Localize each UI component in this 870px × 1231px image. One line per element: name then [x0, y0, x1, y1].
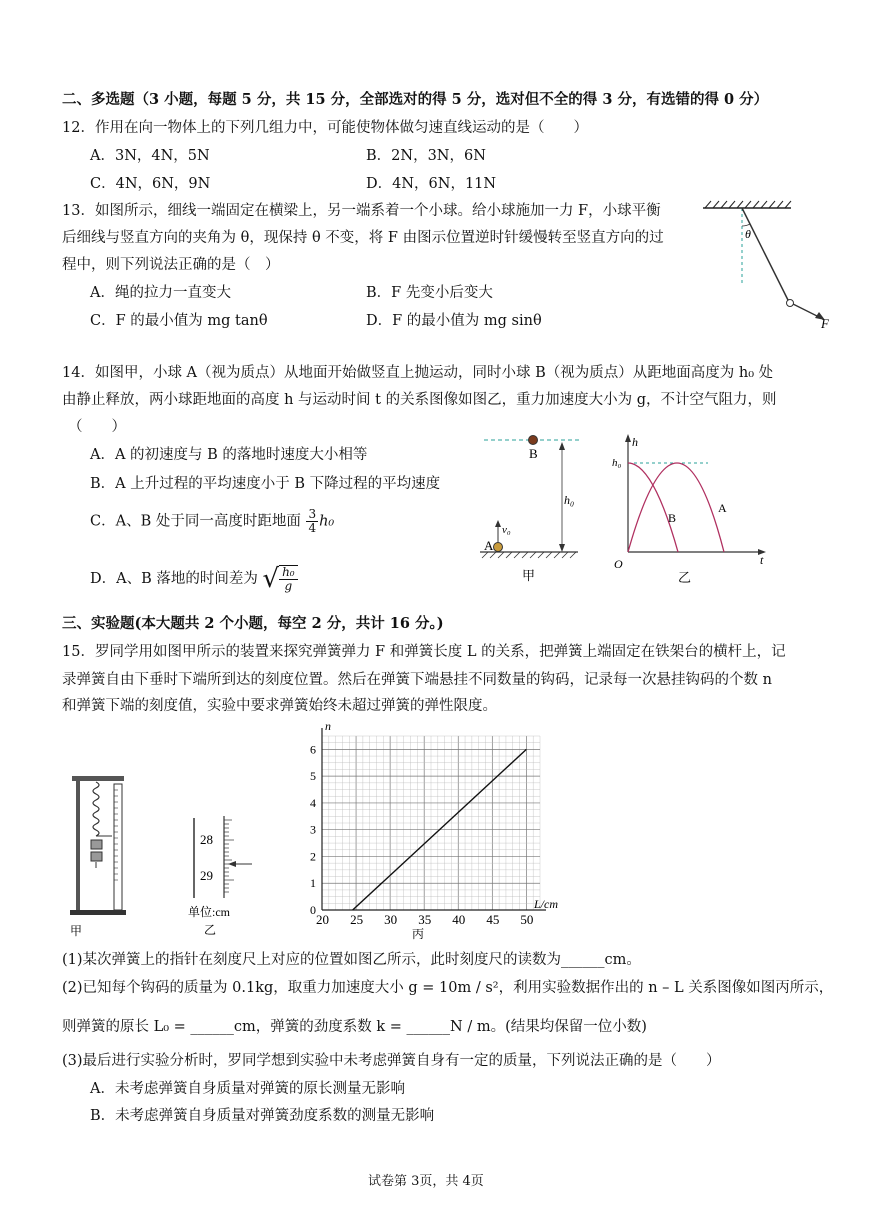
chart-caption: 丙	[412, 927, 425, 941]
q13-line-2: 后细线与竖直方向的夹角为 θ，现保持 θ 不变，将 F 由图示位置逆时针缓慢转至竖直方向的过	[62, 230, 664, 246]
q12-option-c: C．4N，6N，9N	[90, 176, 211, 192]
svg-text:29: 29	[200, 868, 213, 883]
q15-nl-chart	[300, 718, 570, 944]
q14-option-a: A．A 的初速度与 B 的落地时速度大小相等	[90, 447, 368, 463]
svg-text:乙: 乙	[204, 923, 217, 937]
svg-text:h₀: h₀	[612, 457, 622, 469]
svg-text:h₀: h₀	[564, 493, 575, 507]
q15-line-2: 录弹簧自由下垂时下端所到达的刻度位置。然后在弹簧下端悬挂不同数量的钩码，记录每一次悬挂钩码的个数 n	[62, 672, 772, 688]
x-tick-label: 45	[486, 912, 500, 927]
q12-option-b: B．2N，3N，6N	[366, 148, 486, 164]
x-tick-label: 30	[384, 912, 398, 927]
q13-line-3: 程中，则下列说法正确的是（ ）	[62, 257, 280, 273]
q15-part-2-line-1: (2)已知每个钩码的质量为 0.1kg，取重力加速度大小 g = 10m / s²，利用实验数据作出的 n – L 关系图像如图丙所示，	[62, 980, 834, 996]
page-footer: 试卷第 3页，共 4页	[368, 1174, 484, 1189]
y-tick-label: 4	[310, 795, 316, 810]
q14-figure-yi	[608, 430, 773, 590]
q15-ruler-figure	[180, 812, 260, 938]
x-tick-label: 50	[520, 912, 534, 927]
q13-option-a: A．绳的拉力一直变大	[90, 285, 231, 301]
svg-text:O: O	[614, 557, 623, 571]
y-tick-label: 5	[310, 769, 316, 784]
svg-text:A: A	[718, 501, 727, 515]
chart-grid	[322, 736, 540, 910]
svg-text:B: B	[668, 511, 677, 525]
q14-figure-jia	[478, 430, 588, 585]
q14-option-c: C．A、B 处于同一高度时距地面 $\frac{3}{4}$ h₀	[90, 507, 335, 535]
y-tick-label: 1	[310, 876, 316, 891]
q12-stem: 12．作用在向一物体上的下列几组力中，可能使物体做匀速直线运动的是（ ）	[62, 120, 588, 136]
q13-option-d: D．F 的最小值为 mg sinθ	[366, 313, 542, 329]
q14-line-1: 14．如图甲，小球 A（视为质点）从地面开始做竖直上抛运动，同时小球 B（视为质点）从距地面高度为 h₀ 处	[62, 365, 774, 381]
y-tick-label: 6	[310, 742, 316, 757]
section-2-heading: 二、多选题（3 小题，每题 5 分，共 15 分，全部选对的得 5 分，选对但不全的得 3 分，有选错的得 0 分）	[62, 91, 769, 108]
force-f-label: F	[821, 316, 829, 331]
q15-part-3: (3)最后进行实验分析时，罗同学想到实验中未考虑弹簧自身有一定的质量，下列说法正确的是（ ）	[62, 1053, 721, 1069]
x-axis-label: L/cm	[534, 897, 558, 911]
x-tick-label: 40	[452, 912, 466, 927]
svg-text:h: h	[632, 435, 638, 449]
q13-option-c: C．F 的最小值为 mg tanθ	[90, 313, 268, 329]
section-3-heading: 三、实验题(本大题共 2 个小题，每空 2 分，共计 16 分。)	[62, 615, 444, 632]
svg-text:甲: 甲	[70, 924, 83, 938]
fraction-numerator: 3	[308, 507, 317, 521]
q15-line-1: 15．罗同学用如图甲所示的装置来探究弹簧弹力 F 和弹簧长度 L 的关系，把弹簧上端固定在铁架台的横杆上，记	[62, 644, 786, 660]
svg-text:乙: 乙	[678, 570, 692, 585]
q15-apparatus-figure	[62, 770, 142, 940]
q15-line-3: 和弹簧下端的刻度值，实验中要求弹簧始终未超过弹簧的弹性限度。	[62, 698, 497, 714]
q15-part-2-line-2: 则弹簧的原长 L₀ = ______cm，弹簧的劲度系数 k = ______N / m。(结果均保留一位小数)	[62, 1019, 647, 1035]
svg-text:甲: 甲	[522, 568, 536, 583]
svg-text:t: t	[760, 553, 764, 567]
q14-line-3: （ ）	[68, 419, 126, 435]
x-tick-label: 25	[350, 912, 364, 927]
q15-part-1: (1)某次弹簧上的指针在刻度尺上对应的位置如图乙所示，此时刻度尺的读数为______cm。	[62, 952, 641, 968]
y-tick-label: 2	[310, 849, 316, 864]
q15-part-3-option-b: B．未考虑弹簧自身质量对弹簧劲度系数的测量无影响	[90, 1108, 435, 1124]
svg-text:B: B	[529, 446, 538, 461]
x-tick-label: 20	[316, 912, 329, 927]
y-axis-label: n	[325, 719, 331, 733]
svg-text:28: 28	[200, 832, 213, 847]
svg-text:v₀: v₀	[502, 524, 511, 536]
q12-option-a: A．3N，4N，5N	[90, 148, 210, 164]
q13-line-1: 13．如图所示，细线一端固定在横梁上，另一端系着一个小球。给小球施加一力 F，小球平衡	[62, 203, 661, 219]
x-tick-label: 35	[418, 912, 432, 927]
q13-pendulum-figure	[695, 196, 845, 336]
svg-text:A: A	[484, 538, 494, 553]
theta-label: θ	[745, 227, 751, 241]
y-tick-label: 3	[310, 822, 316, 837]
fraction-denominator: 4	[308, 521, 317, 535]
q14-option-d: D．A、B 落地的时间差为 √ $\frac{\text{h₀}}{g}$	[90, 564, 298, 594]
q13-option-b: B．F 先变小后变大	[366, 285, 493, 301]
q14-option-b: B．A 上升过程的平均速度小于 B 下降过程的平均速度	[90, 476, 441, 492]
y-tick-label: 0	[310, 903, 316, 917]
svg-text:单位:cm: 单位:cm	[188, 905, 230, 919]
q15-part-3-option-a: A．未考虑弹簧自身质量对弹簧的原长测量无影响	[90, 1081, 405, 1097]
q12-option-d: D．4N，6N，11N	[366, 176, 497, 192]
q14-line-2: 由静止释放，两小球距地面的高度 h 与运动时间 t 的关系图像如图乙，重力加速度大小为 g，不计空气阻力，则	[62, 392, 777, 408]
